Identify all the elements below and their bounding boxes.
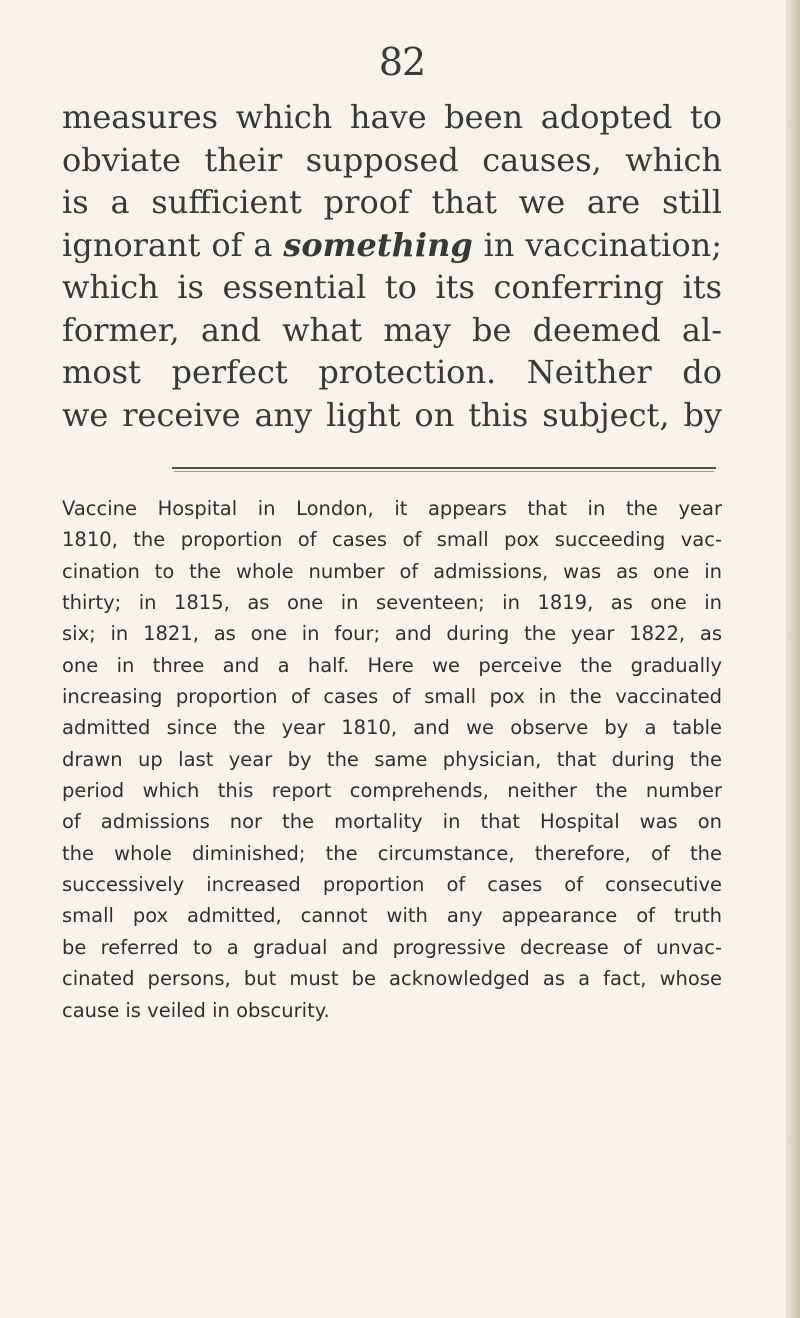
page-edge-shadow: [786, 0, 800, 1318]
footnote-line-9: drawn up last year by the same physician, that during the: [62, 747, 722, 771]
footnote-line-11: of admissions nor the mortality in that Hospital was on: [62, 810, 722, 834]
emphasis-something: something: [283, 225, 473, 264]
footnote-line-5: six; in 1821, as one in four; and during the year 1822, as: [62, 622, 722, 646]
footnote-line-17: cause is veiled in obscurity.: [62, 998, 330, 1022]
main-line-1: measures which have been adopted to: [62, 98, 722, 136]
footnote-line-3: cination to the whole number of admissions, was as one in: [62, 559, 722, 583]
footnote-line-16: cinated persons, but must be acknowledged as a fact, whose: [62, 967, 722, 991]
footnote-line-7: increasing proportion of cases of small pox in the vaccinated: [62, 685, 722, 709]
footnote-divider-thin: [174, 471, 714, 472]
main-line-3: is a sufficient proof that we are still: [62, 183, 722, 221]
page-number: 82: [378, 40, 426, 84]
footnote-line-10: period which this report comprehends, neither the number: [62, 779, 722, 803]
footnote: [62, 493, 722, 1026]
main-line-6: former, and what may be deemed al-: [62, 310, 722, 349]
footnote-line-14: small pox admitted, cannot with any appearance of truth: [62, 904, 722, 928]
main-line-5: which is essential to its conferring its: [62, 268, 722, 306]
main-paragraph: [62, 96, 722, 436]
footnote-line-6: one in three and a half. Here we perceive the gradually: [62, 653, 722, 677]
footnote-divider: [172, 467, 716, 469]
main-line-2: obviate their supposed causes, which: [62, 140, 722, 179]
footnote-line-4: thirty; in 1815, as one in seventeen; in 1819, as one in: [62, 591, 722, 615]
main-line-8: we receive any light on this subject, by: [62, 395, 722, 434]
footnote-line-15: be referred to a gradual and progressive decrease of unvac-: [62, 935, 722, 959]
main-line-4-before: ignorant of a: [62, 225, 284, 264]
footnote-line-1: Vaccine Hospital in London, it appears that in the year: [62, 497, 722, 520]
main-line-4-after: in vaccination;: [472, 225, 723, 264]
footnote-line-8: admitted since the year 1810, and we observe by a table: [62, 716, 722, 740]
main-line-7: most perfect protection. Neither do: [62, 353, 722, 391]
main-line-4: [62, 224, 722, 267]
footnote-line-12: the whole diminished; the circumstance, therefore, of the: [62, 841, 722, 865]
footnote-line-2: 1810, the proportion of cases of small pox succeeding vac-: [62, 528, 722, 552]
footnote-line-13: successively increased proportion of cases of consecutive: [62, 873, 722, 897]
